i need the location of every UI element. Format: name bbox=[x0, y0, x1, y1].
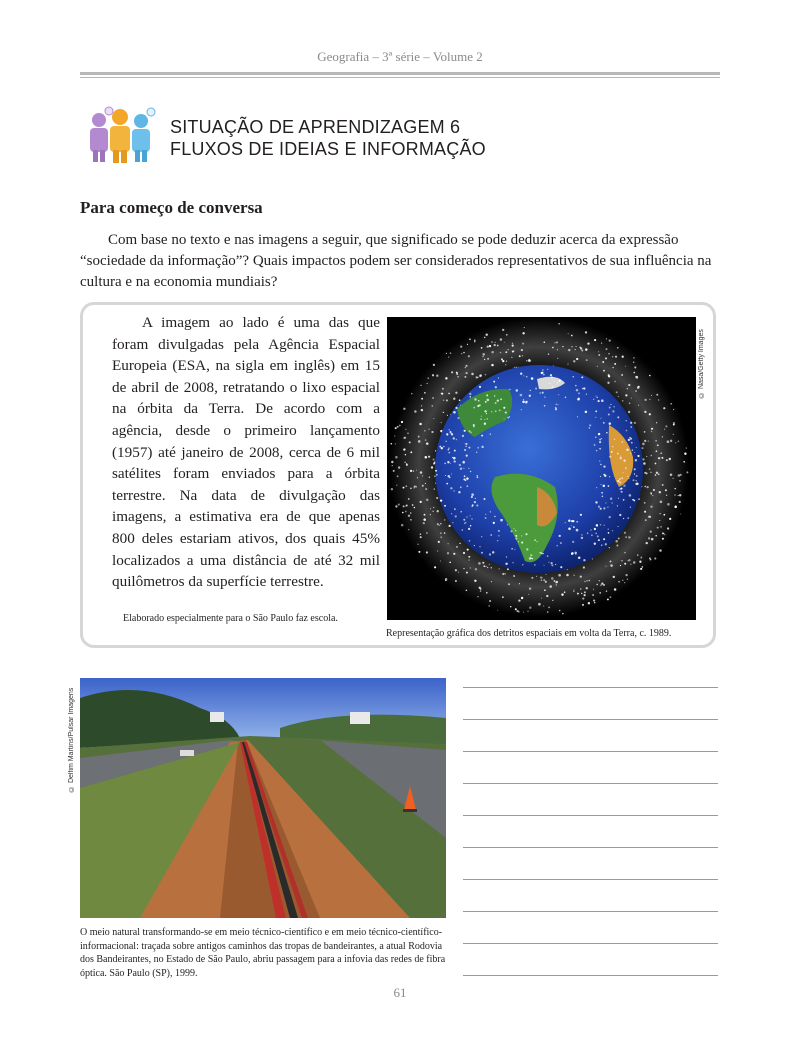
page-number: 61 bbox=[393, 985, 407, 1000]
road-photo-credit: © Delfim Martins/Pulsar Imagens bbox=[68, 687, 75, 792]
answer-line[interactable] bbox=[463, 975, 718, 976]
road-photo-caption: O meio natural transformando-se em meio técnico-científico e em meio técnico-científico-informacional: traçada sobre antigos caminhos das tropas de bandeirantes, a atual Rodovia dos Bandeirantes, no Estado de São Paulo, abriu passagem para a infovia das redes de fibra óptica. São Paulo (SP), 1999. bbox=[80, 927, 446, 979]
answer-line[interactable] bbox=[463, 751, 718, 752]
earth-image-credit: © Nasa/Getty Images bbox=[698, 329, 705, 398]
answer-line[interactable] bbox=[463, 687, 718, 688]
earth-debris-image bbox=[387, 317, 696, 620]
situation-title bbox=[170, 116, 486, 160]
answer-line[interactable] bbox=[463, 815, 718, 816]
header-rule-thin bbox=[80, 77, 720, 78]
running-head: Geografia – 3ª série – Volume 2 bbox=[317, 49, 483, 64]
section-heading: Para começo de conversa bbox=[80, 198, 263, 217]
people-figures-icon bbox=[85, 106, 157, 164]
intro-paragraph: Com base no texto e nas imagens a seguir, que significado se pode deduzir acerca da expressão “sociedade da informação”? Quais impactos podem ser considerados representativos de sua influência na cultura e na economia mundiais? bbox=[80, 232, 712, 290]
highway-fiber-photo bbox=[80, 678, 446, 918]
situation-title-line1: SITUAÇÃO DE APRENDIZAGEM 6 bbox=[170, 117, 461, 137]
answer-line[interactable] bbox=[463, 943, 718, 944]
box-paragraph: A imagem ao lado é uma das que foram divulgadas pela Agência Espacial Europeia (ESA, na sigla em inglês) em 15 de abril de 2008, retratando o lixo espacial na órbita da Terra. De acordo com a agência, desde o primeiro lançamento (1957) até janeiro de 2008, cerca de 6 mil satélites foram enviados para a órbita terrestre. Na data de divulgação das imagens, a estimativa era de que apenas 800 deles estariam ativos, dos quais 45% localizados a uma distância de até 32 mil quilômetros da superfície terrestre. bbox=[112, 314, 380, 591]
box-source: Elaborado especialmente para o São Paulo faz escola. bbox=[123, 613, 338, 624]
header-rule bbox=[80, 72, 720, 75]
answer-line[interactable] bbox=[463, 719, 718, 720]
answer-line[interactable] bbox=[463, 847, 718, 848]
answer-line[interactable] bbox=[463, 911, 718, 912]
answer-line[interactable] bbox=[463, 783, 718, 784]
situation-title-line2: FLUXOS DE IDEIAS E INFORMAÇÃO bbox=[170, 139, 486, 159]
earth-image-caption: Representação gráfica dos detritos espaciais em volta da Terra, c. 1989. bbox=[386, 628, 672, 639]
answer-line[interactable] bbox=[463, 879, 718, 880]
